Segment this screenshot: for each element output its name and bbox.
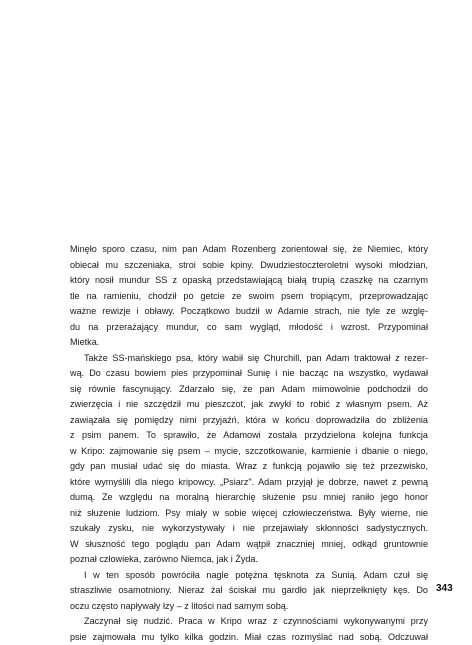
text-line: Zaczynał się nudzić. Praca w Kripo wraz z czynnościami wykonywanymi przy [70, 614, 428, 630]
text-line: poznał człowieka, zarówno Niemca, jak i Żyda. [70, 552, 428, 568]
page-number: 343 [436, 581, 453, 597]
text-line: obiecał mu szczeniaka, stroi sobie kpiny. Dwudziestoczteroletni wysoki młodzian, [70, 258, 428, 274]
text-line: psie zajmowała mu tylko kilka godzin. Miał czas rozmyślać nad sobą. Odczuwał [70, 630, 428, 645]
text-line: wą. Do czasu bowiem pies przypominał Sunię i nie bacząc na wszystko, wydawał [70, 366, 428, 382]
body-text [70, 242, 428, 645]
text-line: oczu często napływały łzy – z litości nad samym sobą. [70, 599, 428, 615]
text-line: straszliwie osamotniony. Nieraz żal ściskał mu gardło jak nieprzełknięty kęs. Do [70, 583, 428, 599]
text-line: niż służenie ludziom. Psy miały w sobie więcej człowieczeństwa. Były wierne, nie [70, 506, 428, 522]
text-line: du na przerażający mundur, co sam wygląd, młodość i wzrost. Przypominał [70, 320, 428, 336]
text-line: Mietka. [70, 335, 428, 351]
text-line: zawiązała się pomiędzy nimi przyjaźń, która w końcu doprowadziła do zbliżenia [70, 413, 428, 429]
text-line: z psim panem. To sprawiło, że Adamowi została przydzielona kolejna funkcja [70, 428, 428, 444]
text-line: który nosił mundur SS z opaską przedstawiającą białą trupią czaszkę na czarnym [70, 273, 428, 289]
text-line: gdy pan musiał udać się do miasta. Wraz z funkcją pojawiło się też przezwisko, [70, 459, 428, 475]
text-line: I w ten sposób powróciła nagle potężna tęsknota za Sunią. Adam czuł się [70, 568, 428, 584]
text-line: dumą. Ze względu na moralną hierarchię służenie psu mniej raniło jego honor [70, 490, 428, 506]
text-line: które wymyślili dla niego kripowcy. „Psiarz". Adam przyjął je dobrze, nawet z pewną [70, 475, 428, 491]
text-line: w Kripo: zajmowanie się psem – mycie, szczotkowanie, karmienie i dbanie o niego, [70, 444, 428, 460]
text-line: szukały zysku, nie wykorzystywały i nie przejawiały skłonności sadystycznych. [70, 521, 428, 537]
text-line: się równie fascynujący. Zdarzało się, że pan Adam mimowolnie podchodził do [70, 382, 428, 398]
text-line: W słuszność tego poglądu pan Adam wątpił znaczniej mniej, odkąd gruntownie [70, 537, 428, 553]
text-line: Minęło sporo czasu, nim pan Adam Rozenberg zorientował się, że Niemiec, który [70, 242, 428, 258]
text-line: zwierzęcia i nie szczędził mu pieszczot, jak zwykł to robić z własnym psem. Aż [70, 397, 428, 413]
text-line: ważne rewizje i obławy. Początkowo budził w Adamie strach, nie tyle ze wzglę- [70, 304, 428, 320]
text-line: Także SS-mańskiego psa, który wabił się Churchill, pan Adam traktował z rezer- [70, 351, 428, 367]
text-line: tle na ramieniu, chodził po getcie ze swoim psem tropiącym, przeprowadzając [70, 289, 428, 305]
